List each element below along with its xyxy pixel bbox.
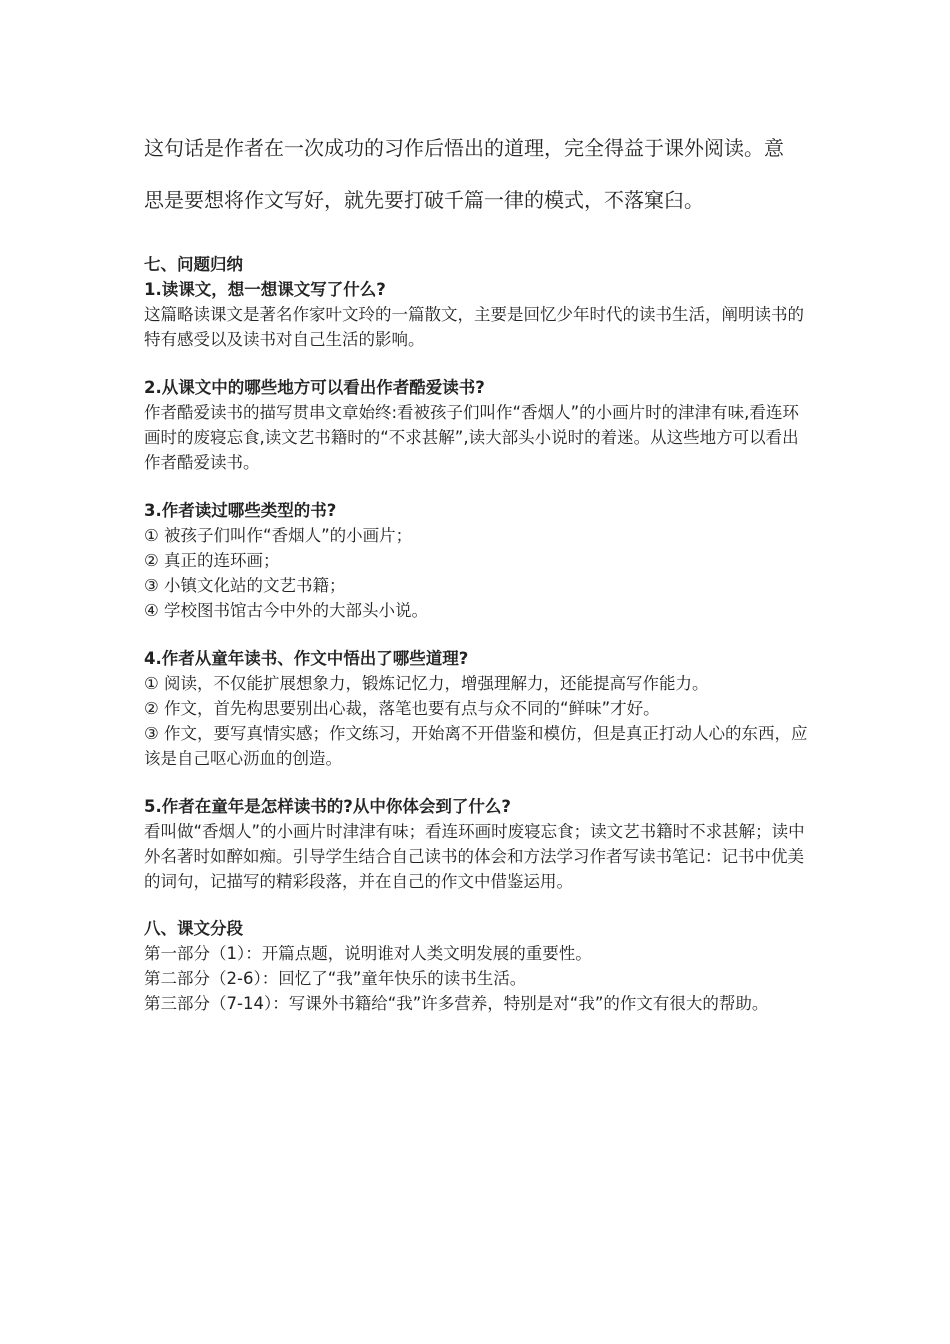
answer-1: 这篇略读课文是著名作家叶文玲的一篇散文，主要是回忆少年时代的读书生活，阐明读书的特有感受以及读书对自己生活的影响。 [144, 305, 804, 349]
section-8-title: 八、课文分段 [144, 919, 243, 938]
intro-line-1: 这句话是作者在一次成功的习作后悟出的道理，完全得益于课外阅读。意 [144, 136, 784, 160]
section-7-title: 七、问题归纳 [144, 255, 243, 274]
list-item: ④ 学校图书馆古今中外的大部头小说。 [144, 601, 429, 620]
list-item: ① 被孩子们叫作“香烟人”的小画片； [144, 526, 413, 545]
question-4: 4.作者从童年读书、作文中悟出了哪些道理? [144, 649, 469, 668]
answer-2: 作者酷爱读书的描写贯串文章始终:看被孩子们叫作“香烟人”的小画片时的津津有味,看连环画时的废寝忘食,读文艺书籍时的“不求甚解”,读大部头小说时的着迷。从这些地方可以看出作者酷爱读书。 [144, 403, 799, 472]
intro-paragraph [144, 136, 824, 240]
question-1: 1.读课文，想一想课文写了什么? [144, 280, 386, 299]
list-item: ① 阅读，不仅能扩展想象力，锻炼记忆力，增强理解力，还能提高写作能力。 [144, 674, 709, 693]
segment-part-3: 第三部分（7-14）：写课外书籍给“我”许多营养，特别是对“我”的作文有很大的帮助。 [144, 994, 769, 1013]
segment-part-1: 第一部分（1）：开篇点题，说明谁对人类文明发展的重要性。 [144, 944, 592, 963]
segment-part-2: 第二部分（2-6）：回忆了“我”童年快乐的读书生活。 [144, 969, 527, 988]
question-3: 3.作者读过哪些类型的书? [144, 501, 337, 520]
question-2: 2.从课文中的哪些地方可以看出作者酷爱读书? [144, 378, 485, 397]
list-item: ③ 小镇文化站的文艺书籍； [144, 576, 346, 595]
intro-line-2: 思是要想将作文写好，就先要打破千篇一律的模式，不落窠臼。 [144, 188, 704, 212]
list-item: ③ 作文，要写真情实感；作文练习，开始离不开借鉴和模仿，但是真正打动人心的东西，应该是自己呕心沥血的创造。 [144, 724, 808, 768]
main-content [144, 252, 814, 1016]
list-item: ② 真正的连环画； [144, 551, 280, 570]
answer-5: 看叫做“香烟人”的小画片时津津有味；看连环画时废寝忘食；读文艺书籍时不求甚解；读中外名著时如醉如痴。引导学生结合自己读书的体会和方法学习作者写读书笔记：记书中优美的词句，记描写的精彩段落，并在自己的作文中借鉴运用。 [144, 822, 805, 891]
list-item: ② 作文，首先构思要别出心裁，落笔也要有点与众不同的“鲜味”才好。 [144, 699, 660, 718]
question-5: 5.作者在童年是怎样读书的?从中你体会到了什么? [144, 797, 511, 816]
